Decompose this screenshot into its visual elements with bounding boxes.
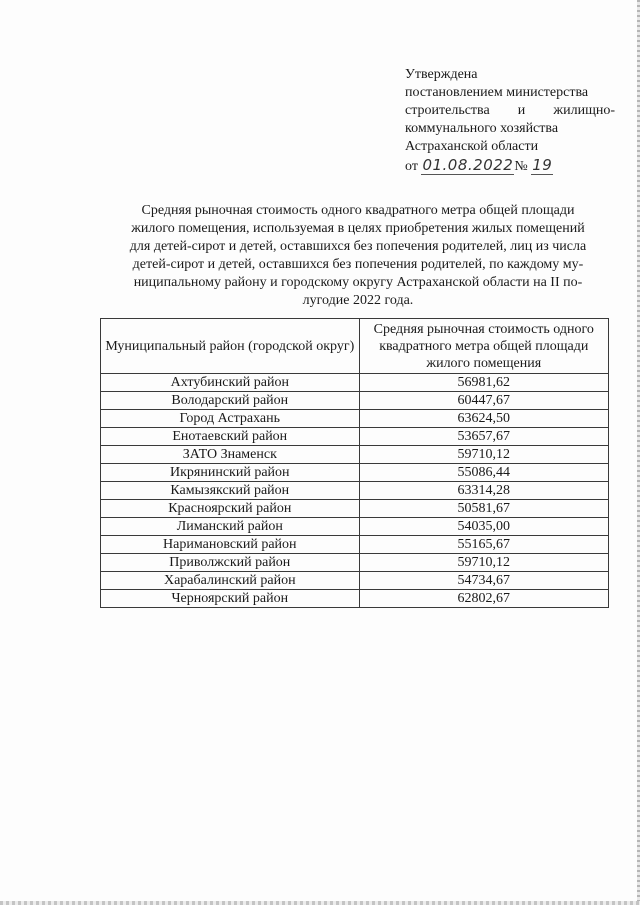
approval-line-2: постановлением министерства [405,85,589,100]
district-cell: Лиманский район [101,518,360,536]
table-row [101,590,609,608]
cost-cell: 53657,67 [359,428,608,446]
table-header-row [101,319,609,374]
district-cell: Володарский район [101,392,360,410]
district-cell: Город Астрахань [101,410,360,428]
cost-table [100,318,609,608]
scan-edge-bottom [0,901,640,905]
district-cell: ЗАТО Знаменск [101,446,360,464]
handwritten-date: 01.08.2022 [422,156,514,174]
header-cost: Средняя рыночная стоимость одного квадратного метра общей площади жилого помещения [359,319,608,374]
cost-cell: 59710,12 [359,554,608,572]
table-row [101,446,609,464]
title-line: Средняя рыночная стоимость одного квадратного метра общей площади [141,203,575,218]
approval-line-1: Утверждена [405,67,478,82]
approval-line-3 [405,102,615,120]
approval-word: строительства [405,103,490,118]
district-cell: Красноярский район [101,500,360,518]
district-cell: Черноярский район [101,590,360,608]
table-row [101,572,609,590]
district-cell: Ахтубинский район [101,374,360,392]
approval-date-line [405,156,615,176]
date-prefix: от [405,159,418,174]
number-label: № [514,159,528,174]
table-row [101,410,609,428]
district-cell: Наримановский район [101,536,360,554]
cost-cell: 54734,67 [359,572,608,590]
cost-cell: 63314,28 [359,482,608,500]
cost-cell: 63624,50 [359,410,608,428]
approval-block [405,66,615,176]
title-line: для детей-сирот и детей, оставшихся без попечения родителей, лиц из числа [129,239,587,254]
district-cell: Енотаевский район [101,428,360,446]
cost-cell: 55086,44 [359,464,608,482]
approval-word: и [517,103,526,118]
table-row [101,482,609,500]
table-row [101,428,609,446]
cost-cell: 54035,00 [359,518,608,536]
handwritten-number: 19 [532,156,553,174]
table-row [101,464,609,482]
table-row [101,392,609,410]
approval-line-5: Астраханской области [405,139,539,154]
district-cell: Приволжский район [101,554,360,572]
header-district: Муниципальный район (городской округ) [101,319,360,374]
district-cell: Камызякский район [101,482,360,500]
table-row [101,374,609,392]
title-line: детей-сирот и детей, оставшихся без попечения родителей, по каждому му- [132,257,584,272]
approval-word: жилищно- [553,103,615,118]
cost-cell: 50581,67 [359,500,608,518]
title-line: ниципальному району и городскому округу Астраханской области на II по- [133,275,583,290]
cost-cell: 59710,12 [359,446,608,464]
table-row [101,536,609,554]
cost-cell: 56981,62 [359,374,608,392]
cost-cell: 62802,67 [359,590,608,608]
district-cell: Икрянинский район [101,464,360,482]
table-row [101,554,609,572]
title-line: лугодие 2022 года. [302,293,414,308]
cost-cell: 60447,67 [359,392,608,410]
table-row [101,518,609,536]
title-line: жилого помещения, используемая в целях приобретения жилых помещений [131,221,585,236]
district-cell: Харабалинский район [101,572,360,590]
table-row [101,500,609,518]
approval-line-4: коммунального хозяйства [405,121,559,136]
cost-cell: 55165,67 [359,536,608,554]
document-title [107,202,609,310]
